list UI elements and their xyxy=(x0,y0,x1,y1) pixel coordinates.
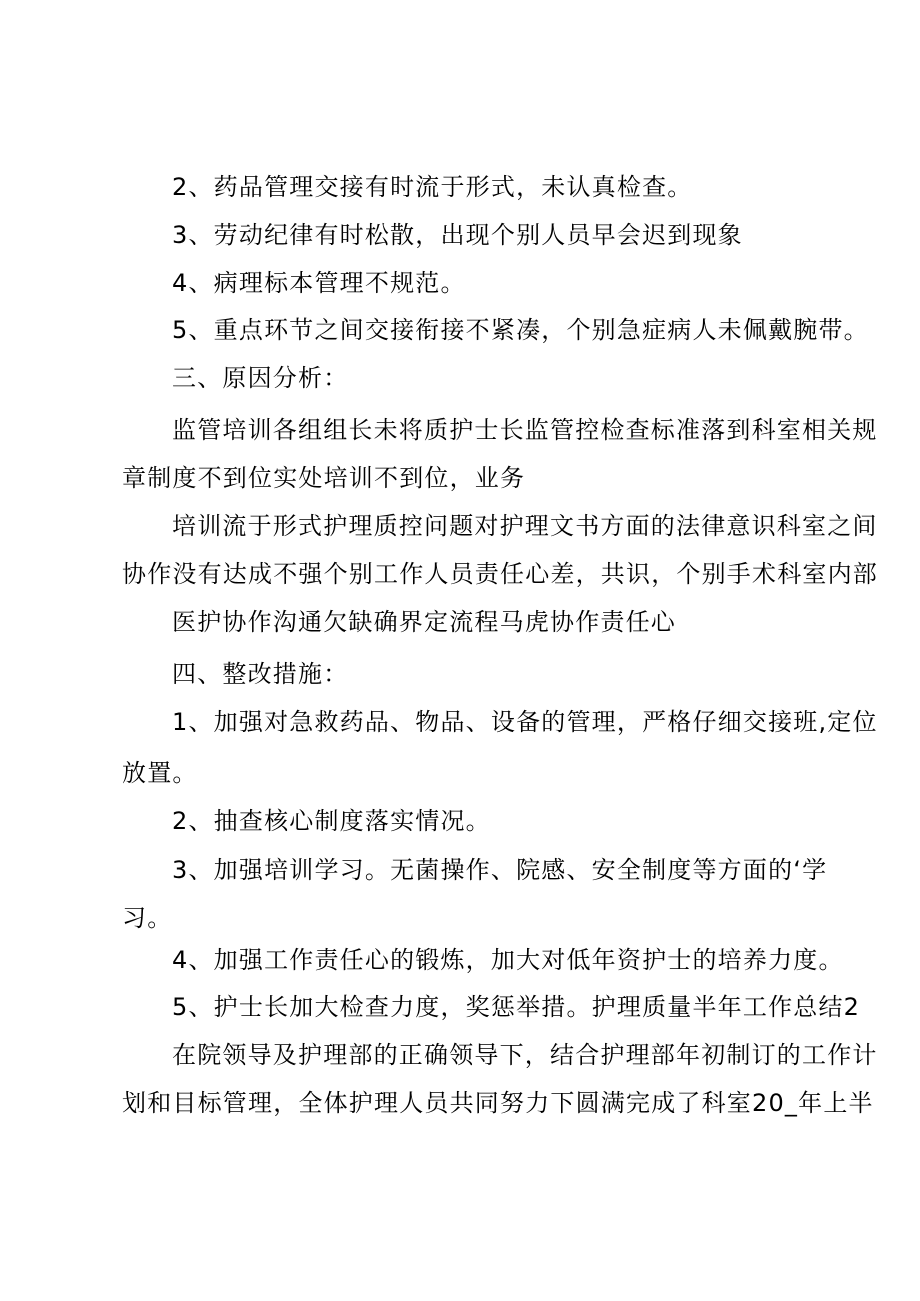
text-line-4: 5、重点环节之间交接衔接不紧凑，个别急症病人未佩戴腕带。 xyxy=(172,316,869,344)
text-line-1: 2、药品管理交接有时流于形式，未认真检查。 xyxy=(172,173,693,201)
text-line-3: 4、病理标本管理不规范。 xyxy=(172,269,466,297)
text-line-7: 章制度不到位实处培训不到位，业务 xyxy=(122,464,526,492)
text-line-9: 协作没有达成不强个别工作人员责任心差，共识，个别手术科室内部 xyxy=(122,560,878,588)
text-line-2: 3、劳动纪律有时松散，出现个别人员早会迟到现象 xyxy=(172,221,743,249)
text-line-18: 5、护士长加大检查力度，奖惩举措。护理质量半年工作总结2 xyxy=(172,993,861,1021)
text-line-19: 在院领导及护理部的正确领导下，结合护理部年初制订的工作计 xyxy=(172,1041,878,1069)
text-line-6: 监管培训各组组长未将质护士长监管控检查标准落到科室相关规 xyxy=(172,416,878,444)
section-heading-rectification: 四、整改措施： xyxy=(172,660,349,688)
text-line-14: 2、抽查核心制度落实情况。 xyxy=(172,807,491,835)
text-line-15: 3、加强培训学习。无菌操作、院感、安全制度等方面的‘学 xyxy=(172,856,828,884)
text-line-20: 划和目标管理，全体护理人员共同努力下圆满完成了科室20_年上半 xyxy=(122,1089,874,1117)
text-line-8: 培训流于形式护理质控问题对护理文书方面的法律意识科室之间 xyxy=(172,512,878,540)
text-line-10: 医护协作沟通欠缺确界定流程马虎协作责任心 xyxy=(172,608,676,636)
text-line-16: 习。 xyxy=(122,904,173,932)
section-heading-cause-analysis: 三、原因分析： xyxy=(172,364,349,392)
text-line-12: 1、加强对急救药品、物品、设备的管理，严格仔细交接班,定位 xyxy=(172,708,878,736)
text-line-17: 4、加强工作责任心的锻炼，加大对低年资护士的培养力度。 xyxy=(172,946,844,974)
text-line-13: 放置。 xyxy=(122,759,198,787)
